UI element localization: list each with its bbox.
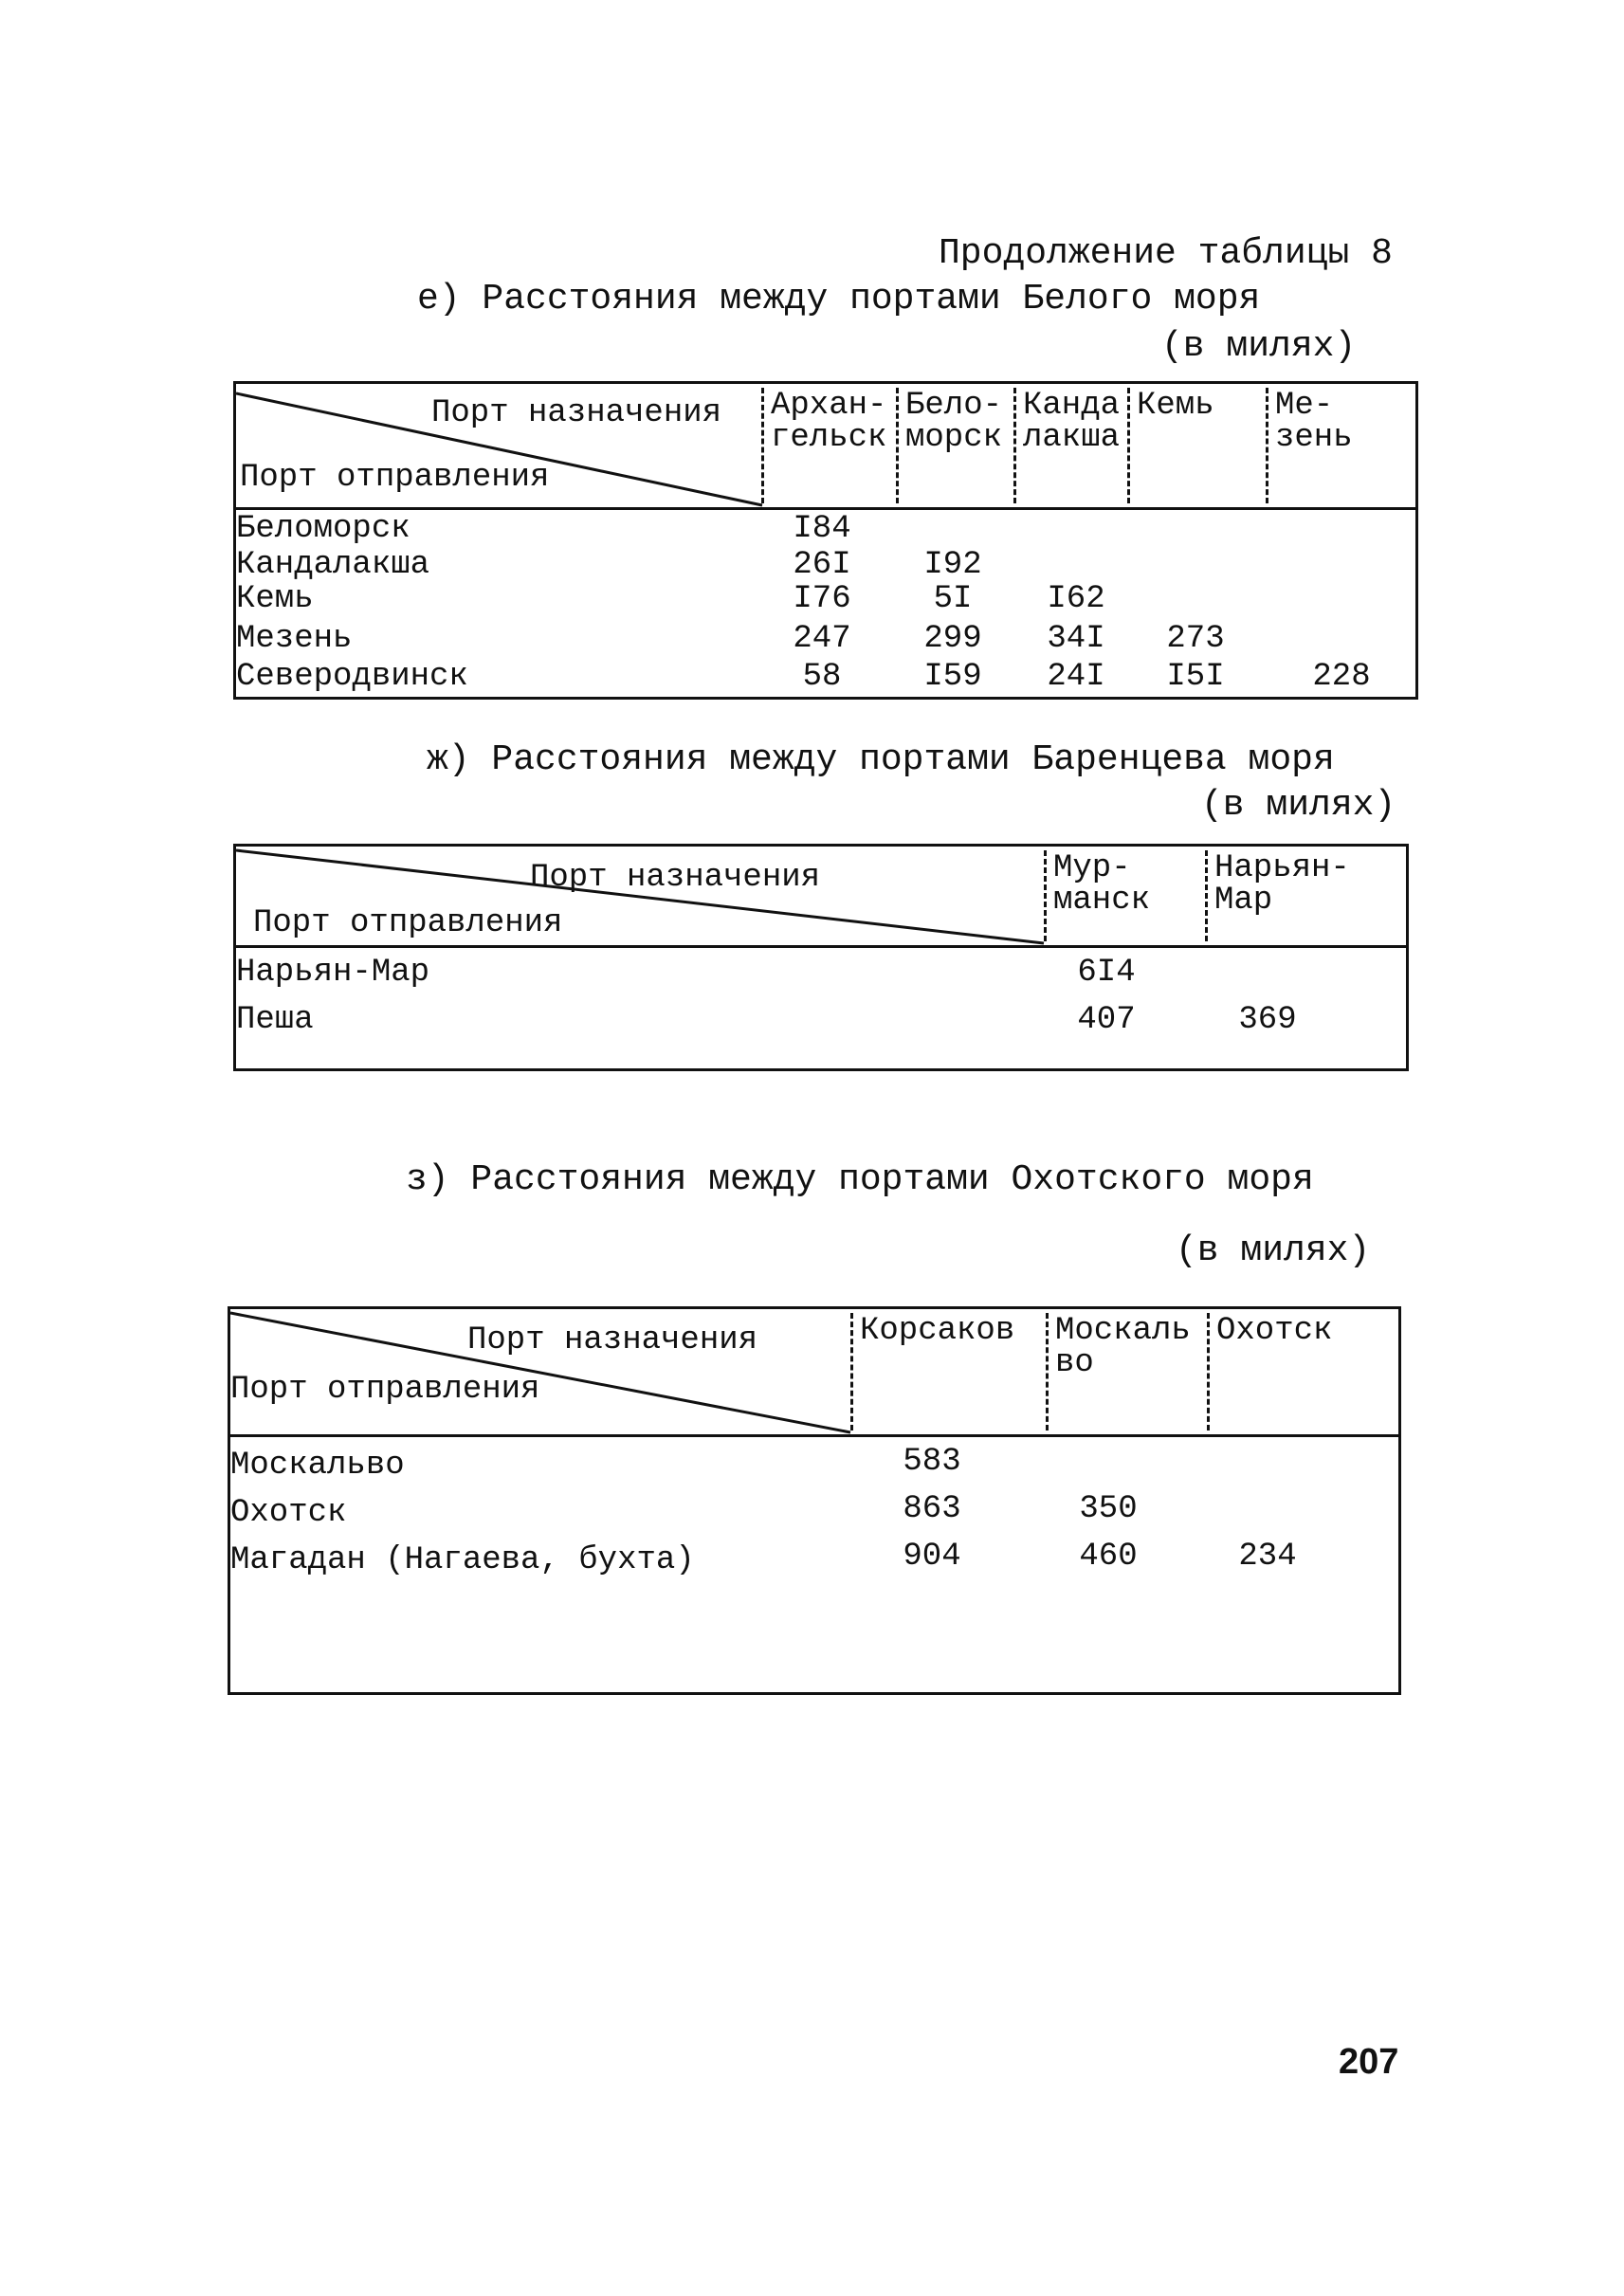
table2-dest-label: Порт назначения [530,860,821,896]
table1-cell: 58 [802,659,842,695]
table3-cell: 863 [903,1491,961,1527]
table1-cell: 273 [1166,621,1225,657]
table1-cell: I59 [923,659,982,695]
table1-col-header: Ме- зень [1275,388,1353,456]
table2-units: (в милях) [1201,785,1396,826]
table1-cell: I62 [1047,581,1105,617]
table3-orig-label: Порт отправления [230,1372,540,1408]
table2-title: ж) Расстояния между портами Баренцева моря [427,739,1335,780]
table1-row-port: Северодвинск [236,659,468,695]
table1-row-port: Мезень [236,621,353,657]
page-number: 207 [1339,2042,1399,2082]
table1-row-port: Кемь [236,581,314,617]
table1-cell: I84 [793,511,851,547]
table2-row-port: Нарьян-Мар [236,955,430,991]
table1-dest-label: Порт назначения [431,395,722,431]
table2-row-port: Пеша [236,1002,314,1038]
table1-cell: 34I [1047,621,1105,657]
table3-cell: 583 [903,1444,961,1480]
table1-cell: 26I [793,547,851,583]
table2-cell: 369 [1238,1002,1297,1038]
table3-row-port: Охотск [230,1495,347,1531]
table1-cell: I76 [793,581,851,617]
table1-col-header: Канда лакша [1023,388,1121,456]
table3-col-header: Охотск [1216,1313,1333,1349]
table3-units: (в милях) [1176,1230,1371,1271]
table1-cell: 228 [1312,659,1371,695]
table1-cell: 5I [933,581,973,617]
table3-col-header: Москаль во [1055,1313,1191,1381]
table1 [233,381,1418,700]
table3-row-port: Магадан (Нагаева, бухта) [230,1542,695,1578]
table1-orig-label: Порт отправления [240,460,550,496]
table1-cell: 299 [923,621,982,657]
table1-col-header: Бело- морск [905,388,1003,456]
table3-cell: 350 [1079,1491,1138,1527]
table1-cell: 24I [1047,659,1105,695]
table1-col-header: Кемь [1137,388,1214,424]
table1-units: (в милях) [1161,326,1357,367]
table2-cell: 6I4 [1077,955,1136,991]
table3-cell: 234 [1238,1539,1297,1575]
table3-cell: 904 [903,1539,961,1575]
table1-cell: 247 [793,621,851,657]
table1-cell: I5I [1166,659,1225,695]
table3-title: з) Расстояния между портами Охотского моря [406,1159,1314,1200]
table2-col-header: Мур- манск [1053,850,1151,919]
table3-dest-label: Порт назначения [467,1322,758,1358]
table3-cell: 460 [1079,1539,1138,1575]
table2-orig-label: Порт отправления [253,905,563,941]
continuation-note: Продолжение таблицы 8 [939,233,1393,274]
table2 [233,844,1409,1071]
table3-row-port: Москальво [230,1448,405,1484]
table1-row-port: Беломорск [236,511,411,547]
table1-title: е) Расстояния между портами Белого моря [417,279,1261,319]
table1-cell: I92 [923,547,982,583]
table3 [228,1306,1401,1695]
table3-col-header: Корсаков [860,1313,1015,1349]
table2-col-header: Нарьян- Мар [1214,850,1350,919]
table2-cell: 407 [1077,1002,1136,1038]
table1-col-header: Архан- гельск [771,388,887,456]
table1-row-port: Кандалакша [236,547,430,583]
